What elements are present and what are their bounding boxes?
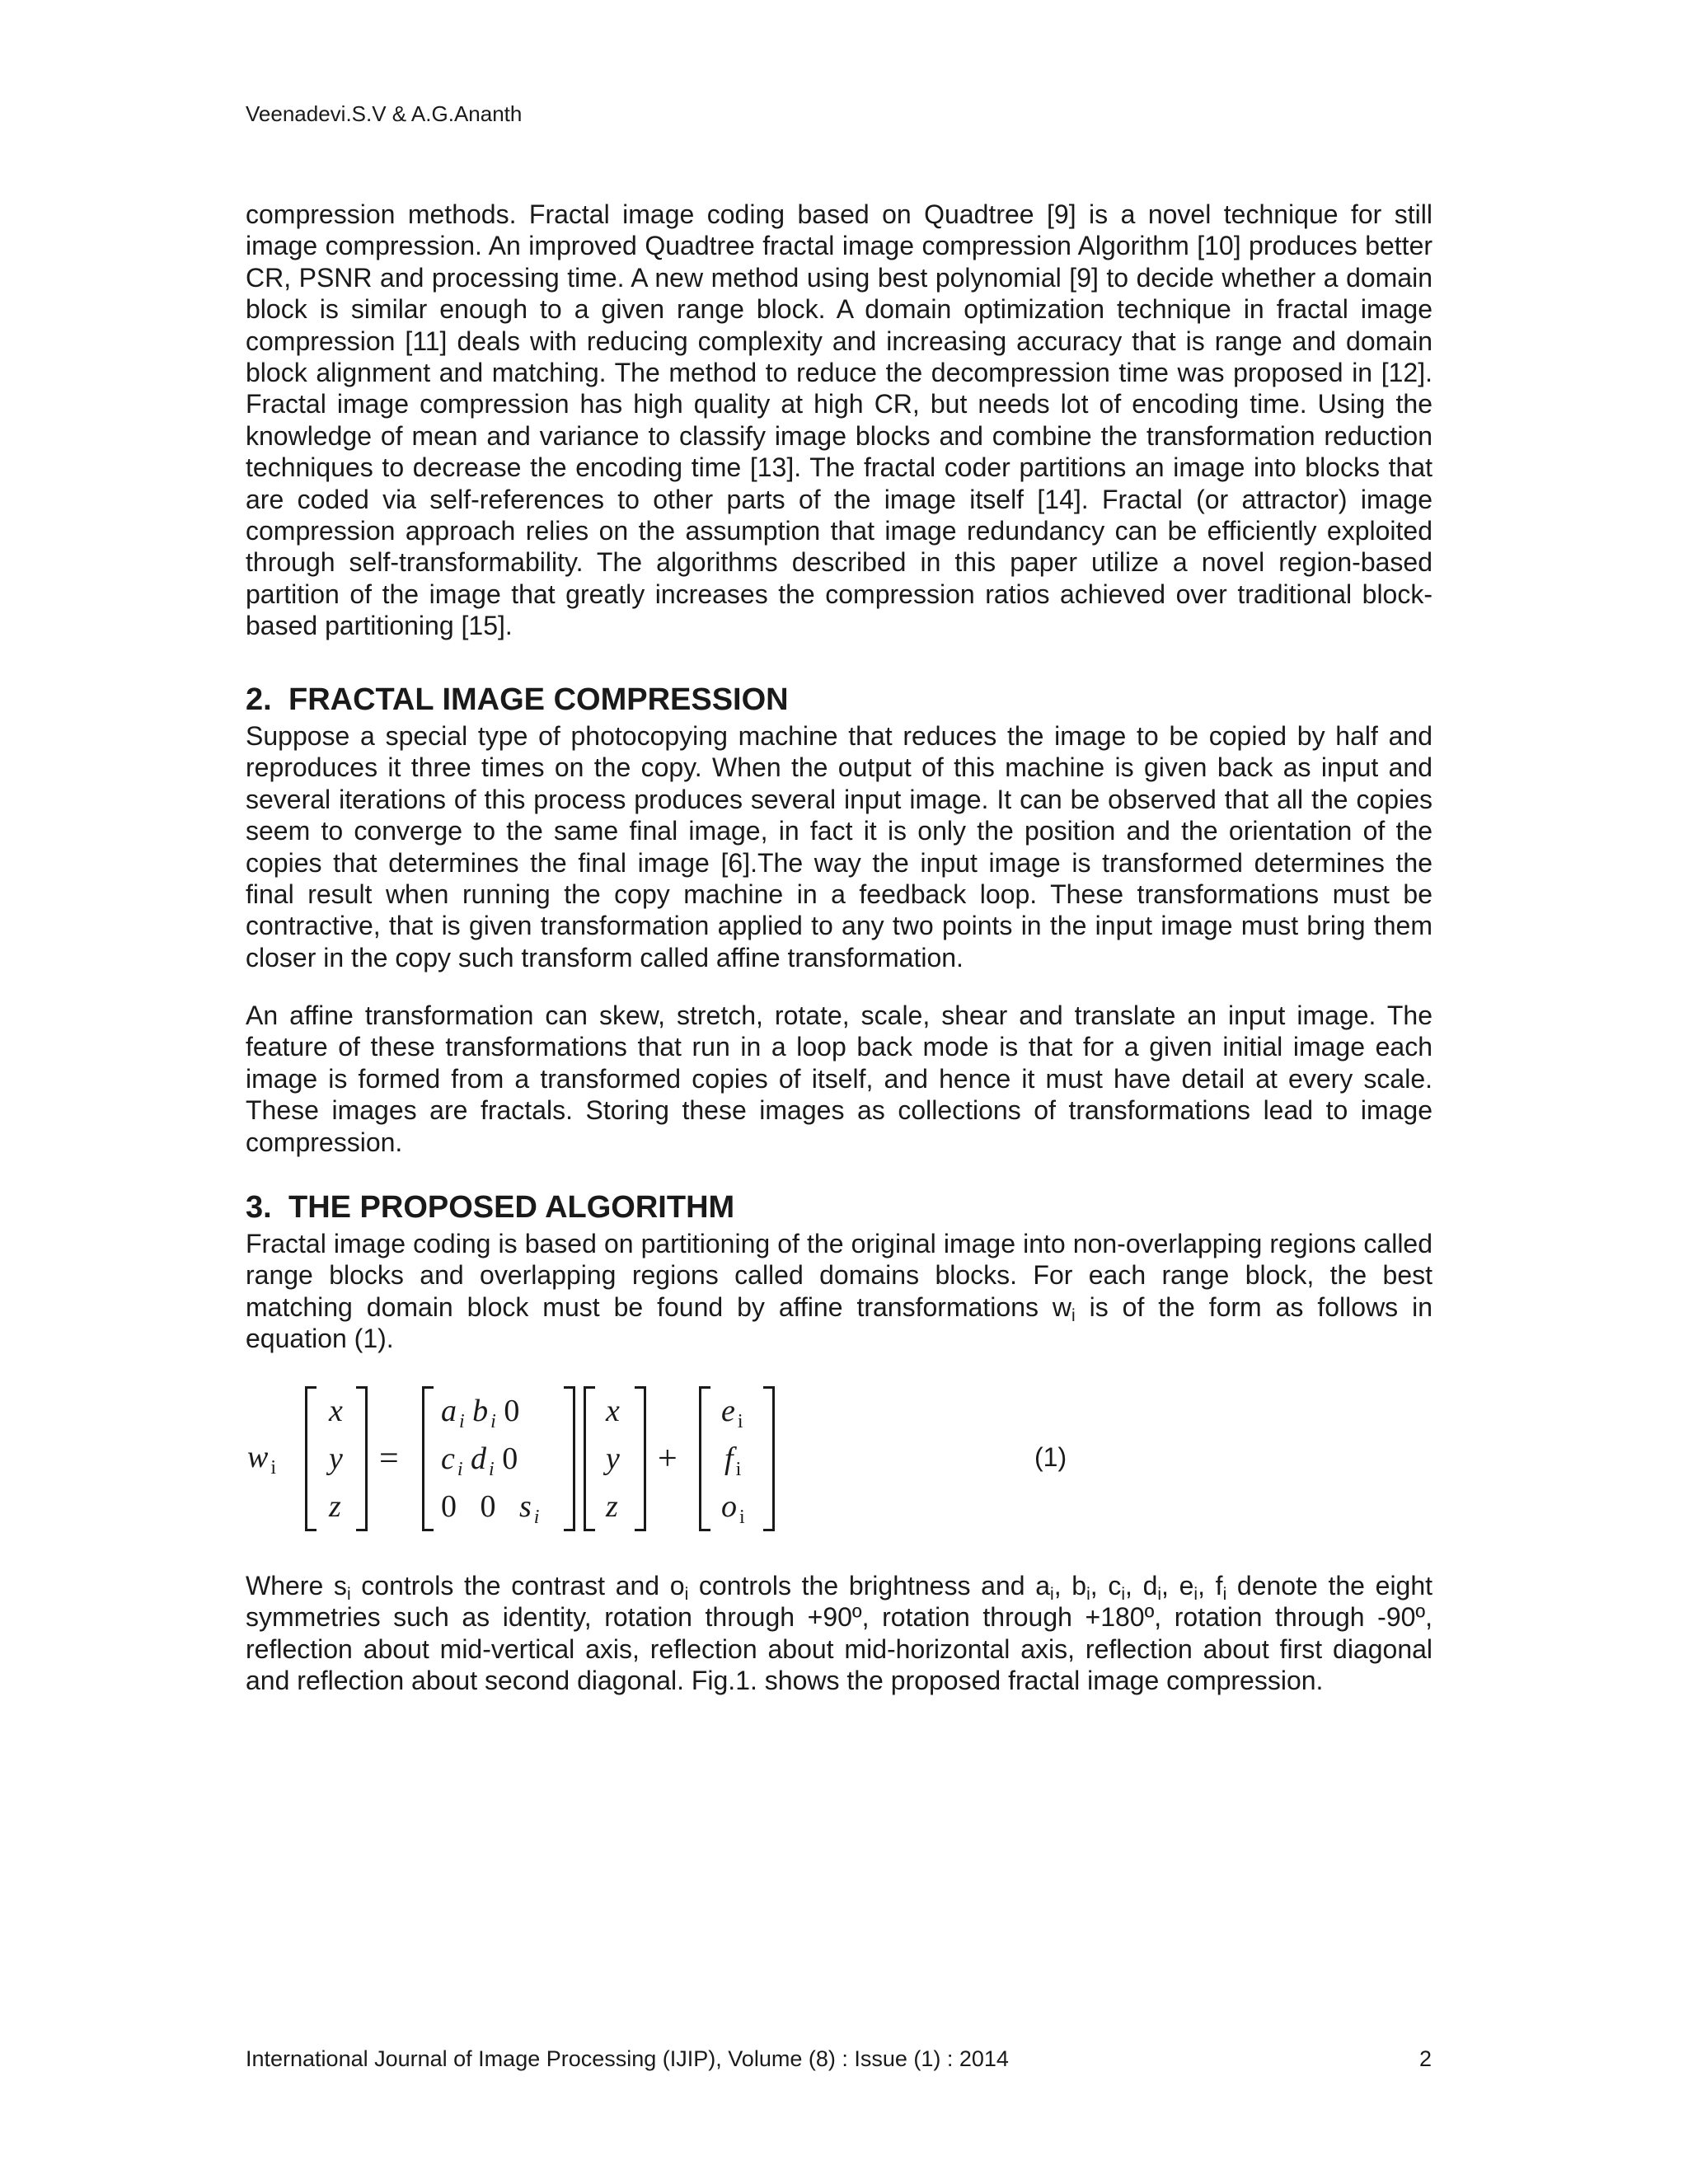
plus-sign: + xyxy=(658,1440,678,1478)
text-line: called range blocks and overlapping regions called domains blocks. For each range block, the xyxy=(246,1229,1433,1291)
text-line: equation (1). xyxy=(246,1324,394,1354)
text-line: whether a domain block is similar enough to a given range block. A domain optimization xyxy=(246,262,1433,325)
text-line: assumption that image redundancy can be efficiently exploited through self-transformability. The xyxy=(246,516,1433,578)
text-line: determines the final result when running the copy machine in a feedback loop. These xyxy=(246,847,1433,910)
text-line: decompression time was proposed in [12]. Fractal image compression has high quality at high xyxy=(246,358,1433,419)
text-line: reproduces it three times on the copy. When the output of this machine is given back as input and xyxy=(246,752,1432,783)
text-line: better CR, PSNR and processing time. A new method using best polynomial [9] to decide xyxy=(246,231,1433,293)
matrix-row: c $_i$ d $_i$ 0 xyxy=(441,1441,518,1480)
text-line: These images are fractals. Storing these images as collections of transformations lead to image xyxy=(246,1095,1432,1126)
equation-number: (1) xyxy=(1034,1442,1067,1472)
section-3-paragraph-1 xyxy=(246,1228,1432,1355)
text-line: Fractal image coding is based on partitioning of the original image into non-overlapping regions xyxy=(246,1229,1357,1258)
input-vector-matrix xyxy=(584,1388,646,1530)
coefficient-matrix xyxy=(422,1388,575,1530)
vector-entry: z xyxy=(329,1489,341,1524)
input-vector-matrix xyxy=(305,1388,368,1530)
text-line: algorithms described in this paper utilize a novel region-based partition of the image that greatly xyxy=(246,547,1432,609)
text-line: image is formed from a transformed copies of itself, and hence it must have detail at every scale. xyxy=(246,1063,1432,1094)
subscript: i xyxy=(1071,1305,1076,1325)
footer-page-number: 2 xyxy=(1419,2046,1432,2071)
section-number: 3. xyxy=(246,1190,272,1225)
equation-lhs: w $_i$ xyxy=(247,1440,277,1479)
vector-entry: f $_i$ xyxy=(724,1441,742,1480)
section-number: 2. xyxy=(246,682,272,717)
vector-entry: x xyxy=(329,1394,343,1428)
text-line: diagonal and reflection about second diagonal. Fig.1. shows the proposed fractal image xyxy=(246,1633,1433,1696)
section-3-paragraph-2 xyxy=(246,1570,1432,1697)
offset-vector-matrix xyxy=(699,1388,775,1530)
section-3-heading xyxy=(246,1189,734,1226)
vector-entry: e $_i$ xyxy=(721,1394,743,1432)
footer-journal: International Journal of Image Processing (IJIP), Volume (8) : Issue (1) : 2014 xyxy=(246,2046,1009,2071)
affine-transform-equation xyxy=(247,1385,1434,1533)
intro-paragraph xyxy=(246,199,1432,642)
section-2-paragraph-1 xyxy=(246,720,1432,973)
text-line: several iterations of this process produces several input image. It can be observed that all the xyxy=(246,784,1348,814)
equals-sign: = xyxy=(379,1440,399,1478)
text-line: compression methods. Fractal image coding based on Quadtree [9] is a novel technique for still xyxy=(246,199,1432,229)
section-2-heading xyxy=(246,682,789,718)
vector-entry: y xyxy=(329,1441,343,1476)
text-line: best matching domain block must be found by affine transformations wi is of the form as follows in xyxy=(246,1260,1433,1325)
section-title: FRACTAL IMAGE COMPRESSION xyxy=(288,682,789,717)
text-line: feature of these transformations that run in a loop back mode is that for a given initial image each xyxy=(246,1032,1432,1062)
text-line: blocks and combine the transformation reduction techniques to decrease the encoding time [13]. xyxy=(246,420,1433,483)
section-2-paragraph-2 xyxy=(246,1000,1432,1158)
text-line: copies seem to converge to the same final image, in fact it is only the position and the orientation xyxy=(246,784,1432,846)
text-line: accuracy that is range and domain block alignment and matching. The method to reduce the xyxy=(246,326,1433,388)
vector-entry: o $_i$ xyxy=(721,1489,745,1528)
matrix-row: 0 0 s $_i$ xyxy=(441,1489,540,1528)
section-title: THE PROPOSED ALGORITHM xyxy=(288,1190,735,1225)
text-line: symmetries such as identity, rotation through +90º, rotation through +180º, rotation through -90º, xyxy=(246,1602,1432,1633)
text-line: compression. xyxy=(246,1127,403,1157)
running-head-authors: Veenadevi.S.V & A.G.Ananth xyxy=(246,101,523,126)
text-line: An affine transformation can skew, stretch, rotate, scale, shear and translate an input image. The xyxy=(246,1001,1432,1030)
text-line: of the copies that determines the final image [6].The way the input image is transformed xyxy=(246,816,1433,878)
text-line: technique in fractal image compression [11] deals with reducing complexity and increasing xyxy=(246,294,1433,356)
text-line: CR, but needs lot of encoding time. Using the knowledge of mean and variance to classify image xyxy=(246,389,1433,451)
vector-entry: y xyxy=(606,1441,620,1476)
text-line: of the image itself [14]. Fractal (or attractor) image compression approach relies on the xyxy=(246,484,1433,546)
text-line: reflection about mid-vertical axis, reflection about mid-horizontal axis, reflection about first xyxy=(246,1633,1323,1664)
text-line: compression. xyxy=(1166,1666,1324,1696)
text-line: increases the compression ratios achieved over traditional block-based partitioning [15]. xyxy=(246,579,1433,641)
vector-entry: x xyxy=(606,1394,620,1428)
text-line: The fractal coder partitions an image into blocks that are coded via self-references to other parts xyxy=(246,452,1433,514)
text-line: transformations must be contractive, that is given transformation applied to any two points in the xyxy=(246,879,1433,941)
text-line: image compression. An improved Quadtree fractal image compression Algorithm [10] produces xyxy=(246,231,1357,261)
vector-entry: z xyxy=(606,1489,618,1524)
text-line: input image must bring them closer in the copy such transform called affine transformation. xyxy=(246,911,1433,972)
text-line: Suppose a special type of photocopying machine that reduces the image to be copied by half and xyxy=(246,721,1432,751)
matrix-row: a $_i$ b $_i$ 0 xyxy=(441,1394,520,1432)
text-line: Where si controls the contrast and oi controls the brightness and ai, bi, ci, di, ei, fi denote the eight xyxy=(246,1571,1433,1604)
